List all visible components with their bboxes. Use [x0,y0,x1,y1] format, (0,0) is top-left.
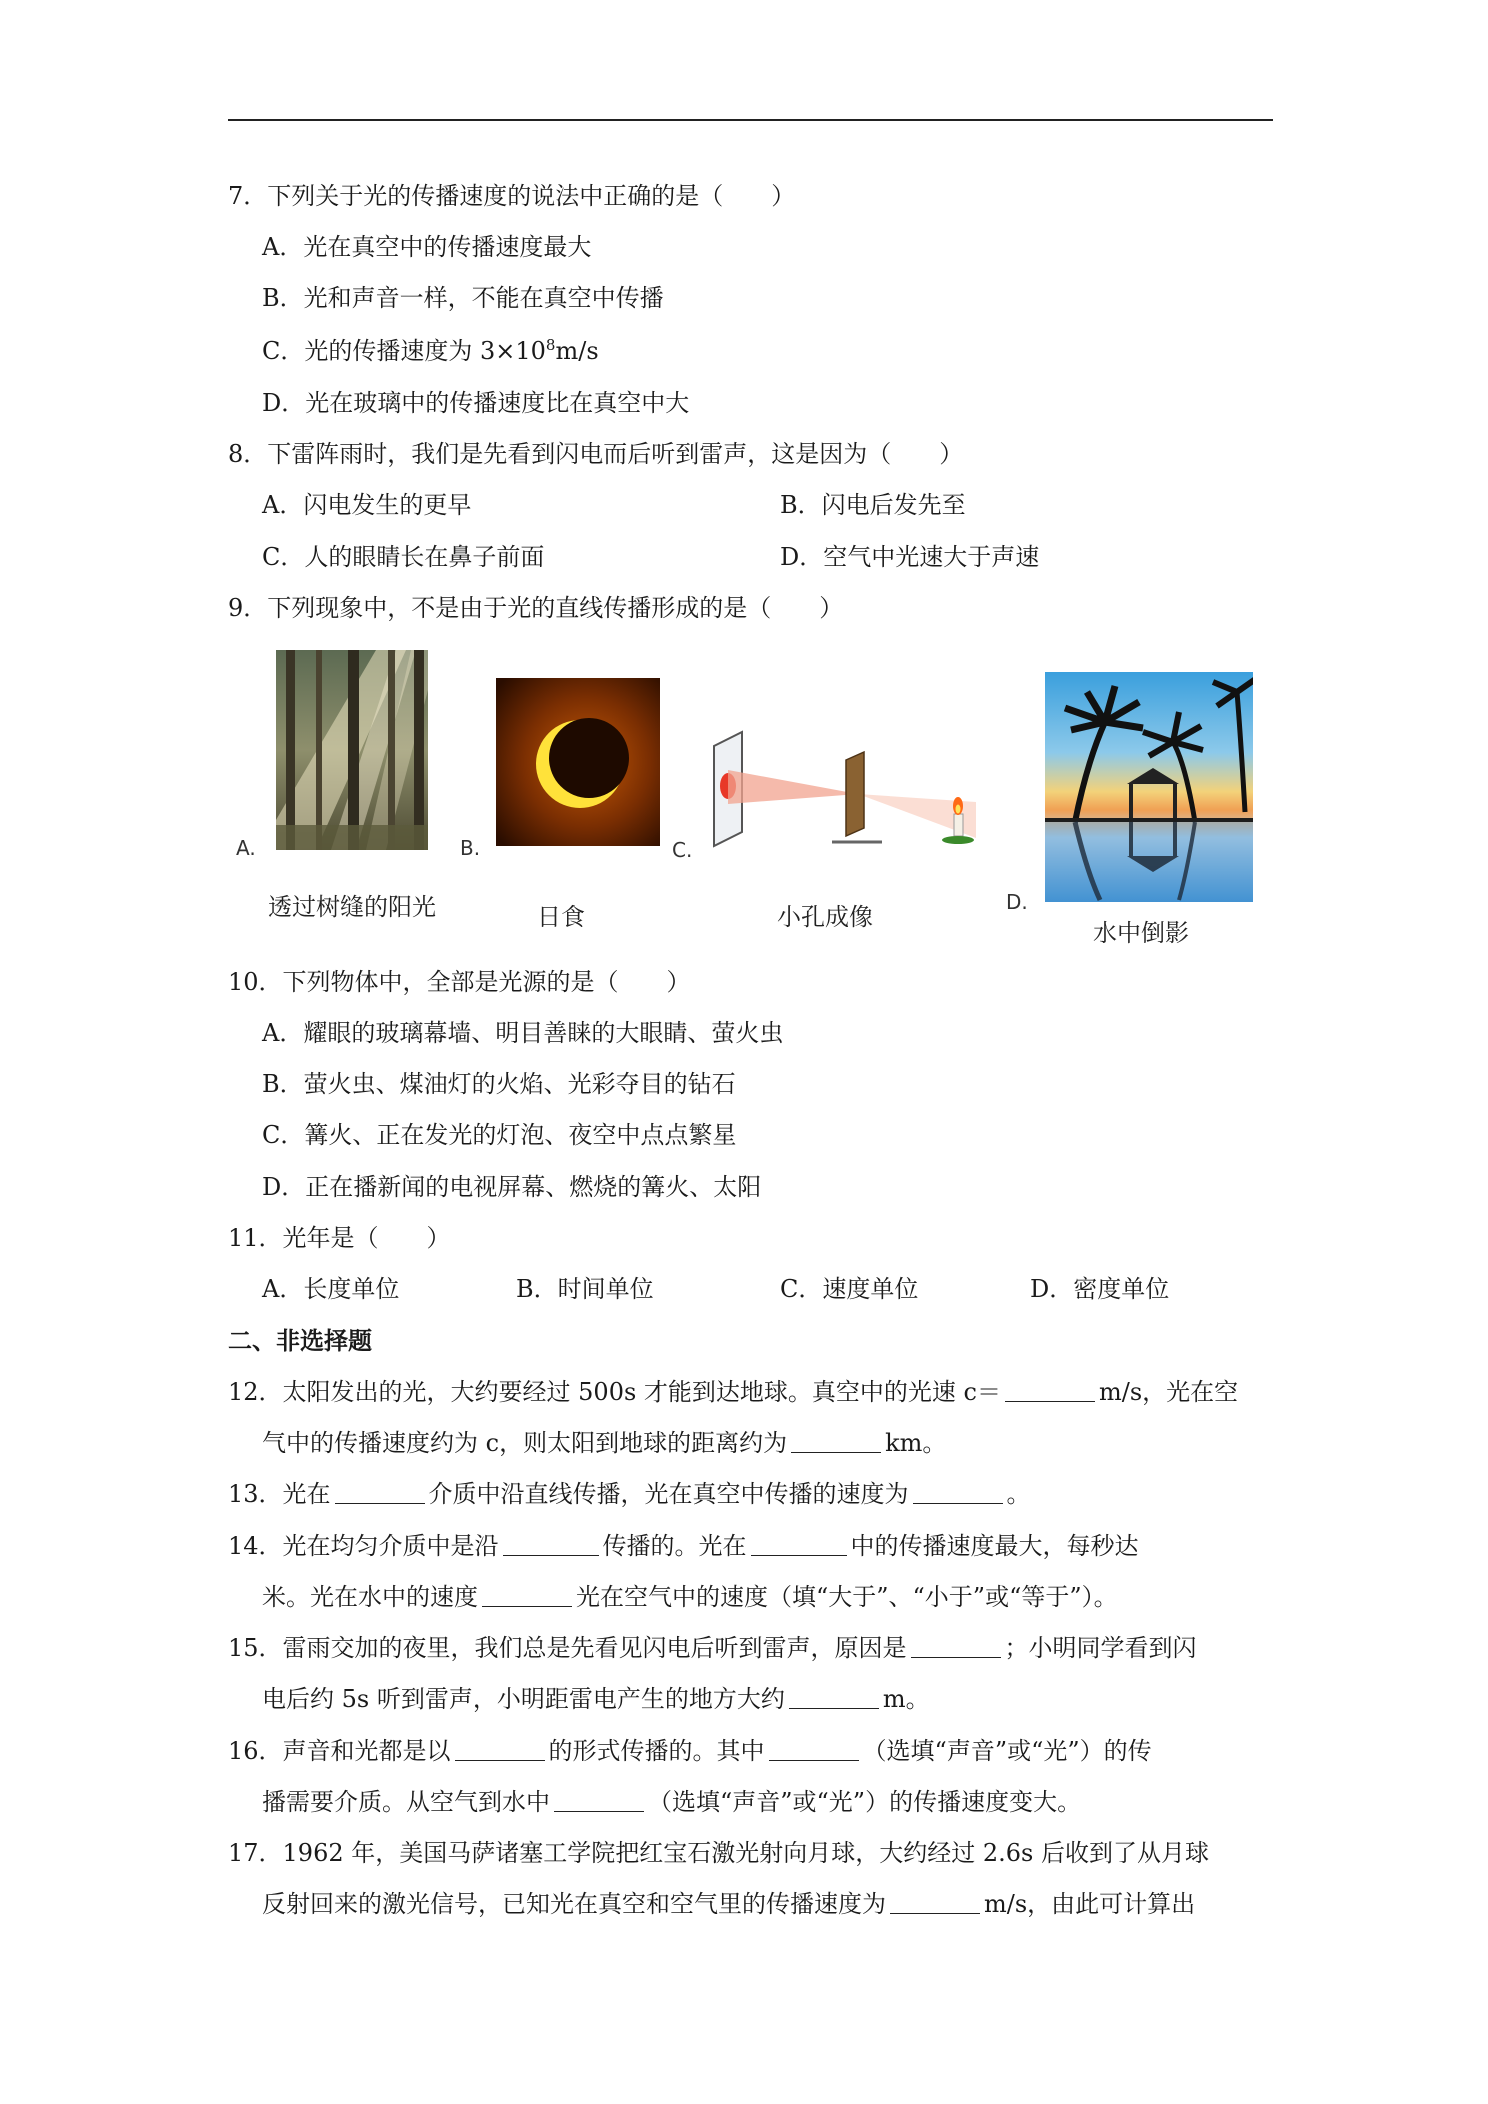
q12-blank-1[interactable] [1005,1379,1095,1402]
q15-text4: m。 [882,1685,930,1713]
q8-option-d[interactable]: D．空气中光速大于声速 [780,543,1040,571]
q17-line2 [262,1888,1195,1920]
q12-line2 [262,1427,946,1459]
q14-text2: 传播的。光在 [602,1532,747,1560]
q12-line1 [228,1376,1238,1408]
water-reflection-image[interactable] [1045,672,1253,902]
q14-text4: 米。光在水中的速度 [262,1583,478,1611]
q15-line1 [228,1632,1197,1664]
q14-text3: 中的传播速度最大，每秒达 [850,1532,1139,1560]
q14-line2 [262,1581,1118,1613]
q12-blank-2[interactable] [791,1430,881,1453]
q12-text1: 12．太阳发出的光，大约要经过 500s 才能到达地球。真空中的光速 c＝ [228,1378,1001,1406]
q17-blank-1[interactable] [890,1891,980,1914]
q12-text4: km。 [885,1429,947,1457]
q15-blank-1[interactable] [911,1635,1001,1658]
q8-option-c[interactable]: C．人的眼睛长在鼻子前面 [262,543,545,571]
q9-stem: 9．下列现象中，不是由于光的直线传播形成的是（ ） [228,594,844,622]
q16-text3: （选填“声音”或“光”）的传 [862,1737,1152,1765]
q7-option-c[interactable] [262,335,599,367]
header-rule [228,119,1273,121]
pinhole-camera-diagram[interactable] [706,728,976,856]
q9-option-d-caption: 水中倒影 [1093,919,1189,947]
q16-text5: （选填“声音”或“光”）的传播速度变大。 [648,1788,1082,1816]
q14-line1 [228,1530,1139,1562]
q16-blank-3[interactable] [554,1789,644,1812]
q15-text2: ；小明同学看到闪 [1004,1634,1197,1662]
q13-text2: 介质中沿直线传播，光在真空中传播的速度为 [428,1480,909,1508]
q15-text1: 15．雷雨交加的夜里，我们总是先看见闪电后听到雷声，原因是 [228,1634,907,1662]
q16-line2 [262,1786,1081,1818]
q17-text2: m/s，由此可计算出 [984,1890,1196,1918]
q13-text3: 。 [1006,1480,1031,1508]
q13-blank-1[interactable] [335,1481,425,1504]
q15-blank-2[interactable] [789,1686,879,1709]
q13-text1: 13．光在 [228,1480,331,1508]
q7-option-c-text: C．光的传播速度为 3×10 [262,337,546,365]
q13-line [228,1478,1031,1510]
q14-blank-1[interactable] [503,1533,599,1556]
q14-blank-3[interactable] [482,1584,572,1607]
q11-stem: 11．光年是（ ） [228,1224,451,1252]
q16-text1: 16．声音和光都是以 [228,1737,451,1765]
q10-option-b[interactable]: B．萤火虫、煤油灯的火焰、光彩夺目的钻石 [262,1070,736,1098]
solar-eclipse-image[interactable] [496,678,660,846]
q8-stem: 8．下雷阵雨时，我们是先看到闪电而后听到雷声，这是因为（ ） [228,440,964,468]
q7-option-d[interactable]: D．光在玻璃中的传播速度比在真空中大 [262,389,690,417]
q7-stem: 7．下列关于光的传播速度的说法中正确的是（ ） [228,182,796,210]
q14-blank-2[interactable] [751,1533,847,1556]
q9-option-c-caption: 小孔成像 [777,903,873,931]
q9-option-b-letter[interactable]: B. [460,836,481,860]
q10-stem: 10．下列物体中，全部是光源的是（ ） [228,968,691,996]
q11-option-b[interactable]: B．时间单位 [516,1275,654,1303]
q15-text3: 电后约 5s 听到雷声，小明距雷电产生的地方大约 [262,1685,785,1713]
q8-option-b[interactable]: B．闪电后发先至 [780,491,966,519]
q12-text3: 气中的传播速度约为 c，则太阳到地球的距离约为 [262,1429,788,1457]
q9-option-c-letter[interactable]: C. [672,838,693,862]
q16-line1 [228,1735,1152,1767]
q10-option-c[interactable]: C．篝火、正在发光的灯泡、夜空中点点繁星 [262,1121,737,1149]
q17-line1: 17．1962 年，美国马萨诸塞工学院把红宝石激光射向月球，大约经过 2.6s 后收到了从月球 [228,1839,1209,1867]
q11-option-c[interactable]: C．速度单位 [780,1275,919,1303]
q10-option-a[interactable]: A．耀眼的玻璃幕墙、明目善睐的大眼睛、萤火虫 [262,1019,784,1047]
q14-text5: 光在空气中的速度（填“大于”、“小于”或“等于”）。 [576,1583,1118,1611]
q16-blank-2[interactable] [769,1738,859,1761]
section-heading: 二、非选择题 [228,1326,372,1355]
q9-option-a-caption: 透过树缝的阳光 [268,893,436,921]
q16-blank-1[interactable] [455,1738,545,1761]
q7-option-c-unit: m/s [555,337,599,365]
q10-option-d[interactable]: D．正在播新闻的电视屏幕、燃烧的篝火、太阳 [262,1173,762,1201]
q16-text4: 播需要介质。从空气到水中 [262,1788,550,1816]
q7-option-c-exponent: 8 [545,336,556,354]
q9-option-b-caption: 日食 [537,903,585,931]
q8-option-a[interactable]: A．闪电发生的更早 [262,491,472,519]
q7-option-b[interactable]: B．光和声音一样，不能在真空中传播 [262,284,664,312]
q13-blank-2[interactable] [913,1481,1003,1504]
q11-option-a[interactable]: A．长度单位 [262,1275,400,1303]
q9-option-d-letter[interactable]: D. [1006,890,1028,914]
q7-option-a[interactable]: A．光在真空中的传播速度最大 [262,233,592,261]
q17-text1: 反射回来的激光信号，已知光在真空和空气里的传播速度为 [262,1890,886,1918]
q16-text2: 的形式传播的。其中 [548,1737,765,1765]
q12-text2: m/s，光在空 [1099,1378,1239,1406]
q11-option-d[interactable]: D．密度单位 [1030,1275,1170,1303]
q9-option-a-letter[interactable]: A. [236,836,256,860]
q15-line2 [262,1683,930,1715]
q14-text1: 14．光在均匀介质中是沿 [228,1532,499,1560]
forest-sunlight-image[interactable] [276,650,428,850]
